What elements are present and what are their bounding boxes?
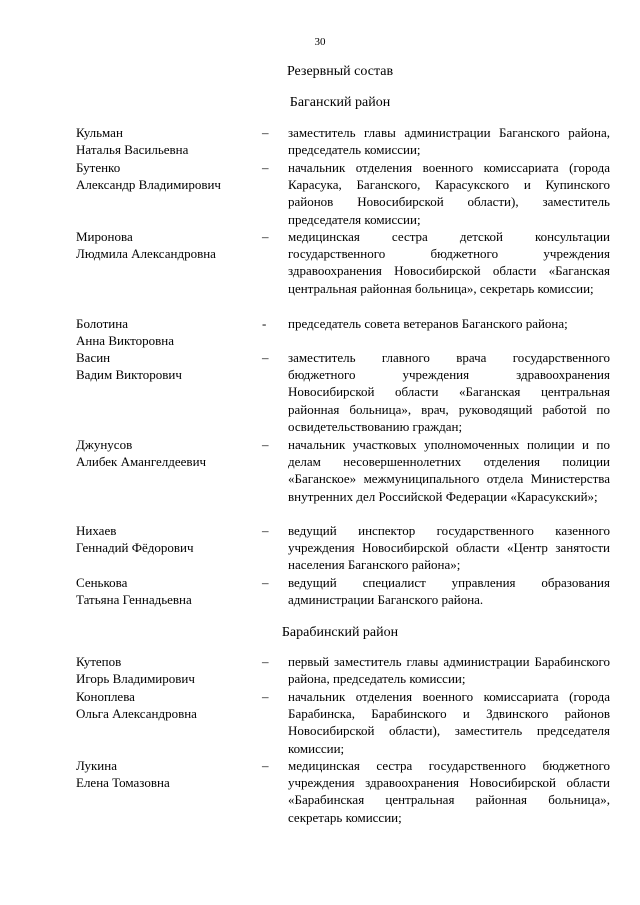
member-name: Миронова Людмила Александровна [76,229,216,262]
dash-separator: – [262,350,269,365]
district-heading-barabinsk: Барабинский район [281,625,399,640]
member-role: начальник отделения военного комиссариата (города Карасука, Баганского, Карасукского и Купинского районов Новосибирской области), заместитель председателя комиссии; [288,160,610,227]
member-name: Нихаев Геннадий Фёдорович [76,523,194,556]
member-name: Джунусов Алибек Амангелдеевич [76,437,207,470]
member-name: Сенькова Татьяна Геннадьевна [76,575,192,608]
member-role: первый заместитель главы администрации Барабинского района, председатель комиссии; [288,654,610,687]
member-role: медицинская сестра детской консультации государственного бюджетного учреждения здравоохранения Новосибирской области «Баганская центральная районная больница», секретарь комиссии; [288,229,610,296]
member-name: Васин Вадим Викторович [76,350,182,383]
district-heading-bagan: Баганский район [289,95,391,110]
member-name: Бутенко Александр Владимирович [76,160,221,193]
member-role: медицинская сестра государственного бюджетного учреждения здравоохранения Новосибирской области «Барабинская центральная районная больница», секретарь комиссии; [288,758,610,825]
dash-separator: – [262,160,269,175]
member-name: Кульман Наталья Васильевна [76,125,189,158]
dash-separator: – [262,689,269,704]
member-role: заместитель главы администрации Баганского района, председатель комиссии; [288,125,610,158]
document-title: Резервный состав [286,64,394,79]
dash-separator: – [262,654,269,669]
member-role: ведущий инспектор государственного казенного учреждения Новосибирской области «Центр занятости населения Баганского района»; [288,523,610,573]
dash-separator: – [262,229,269,244]
member-name: Лукина Елена Томазовна [76,758,170,791]
dash-separator: – [262,758,269,773]
dash-separator: – [262,523,269,538]
member-role: ведущий специалист управления образования администрации Баганского района. [288,575,610,608]
dash-separator: - [262,316,267,331]
member-name: Кутепов Игорь Владимирович [76,654,195,687]
member-role: заместитель главного врача государственного бюджетного учреждения здравоохранения Новосибирской области «Баганская центральная районная больница», врач, руководящий работой по освидетельствованию граждан; [288,350,610,434]
dash-separator: – [262,575,269,590]
member-role: председатель совета ветеранов Баганского района; [288,316,568,331]
member-role: начальник отделения военного комиссариата (города Барабинска, Барабинского и Здвинского районов Новосибирской области), заместитель председателя комиссии; [288,689,610,756]
member-name: Коноплева Ольга Александровна [76,689,197,722]
member-name: Болотина Анна Викторовна [76,316,174,349]
member-role: начальник участковых уполномоченных полиции и по делам несовершеннолетних отделения полиции «Баганское» межмуниципального отдела Министерства внутренних дел Российской Федерации «Карасукский»; [288,437,610,504]
dash-separator: – [262,437,269,452]
page-number: 30 [314,36,326,48]
dash-separator: – [262,125,269,140]
